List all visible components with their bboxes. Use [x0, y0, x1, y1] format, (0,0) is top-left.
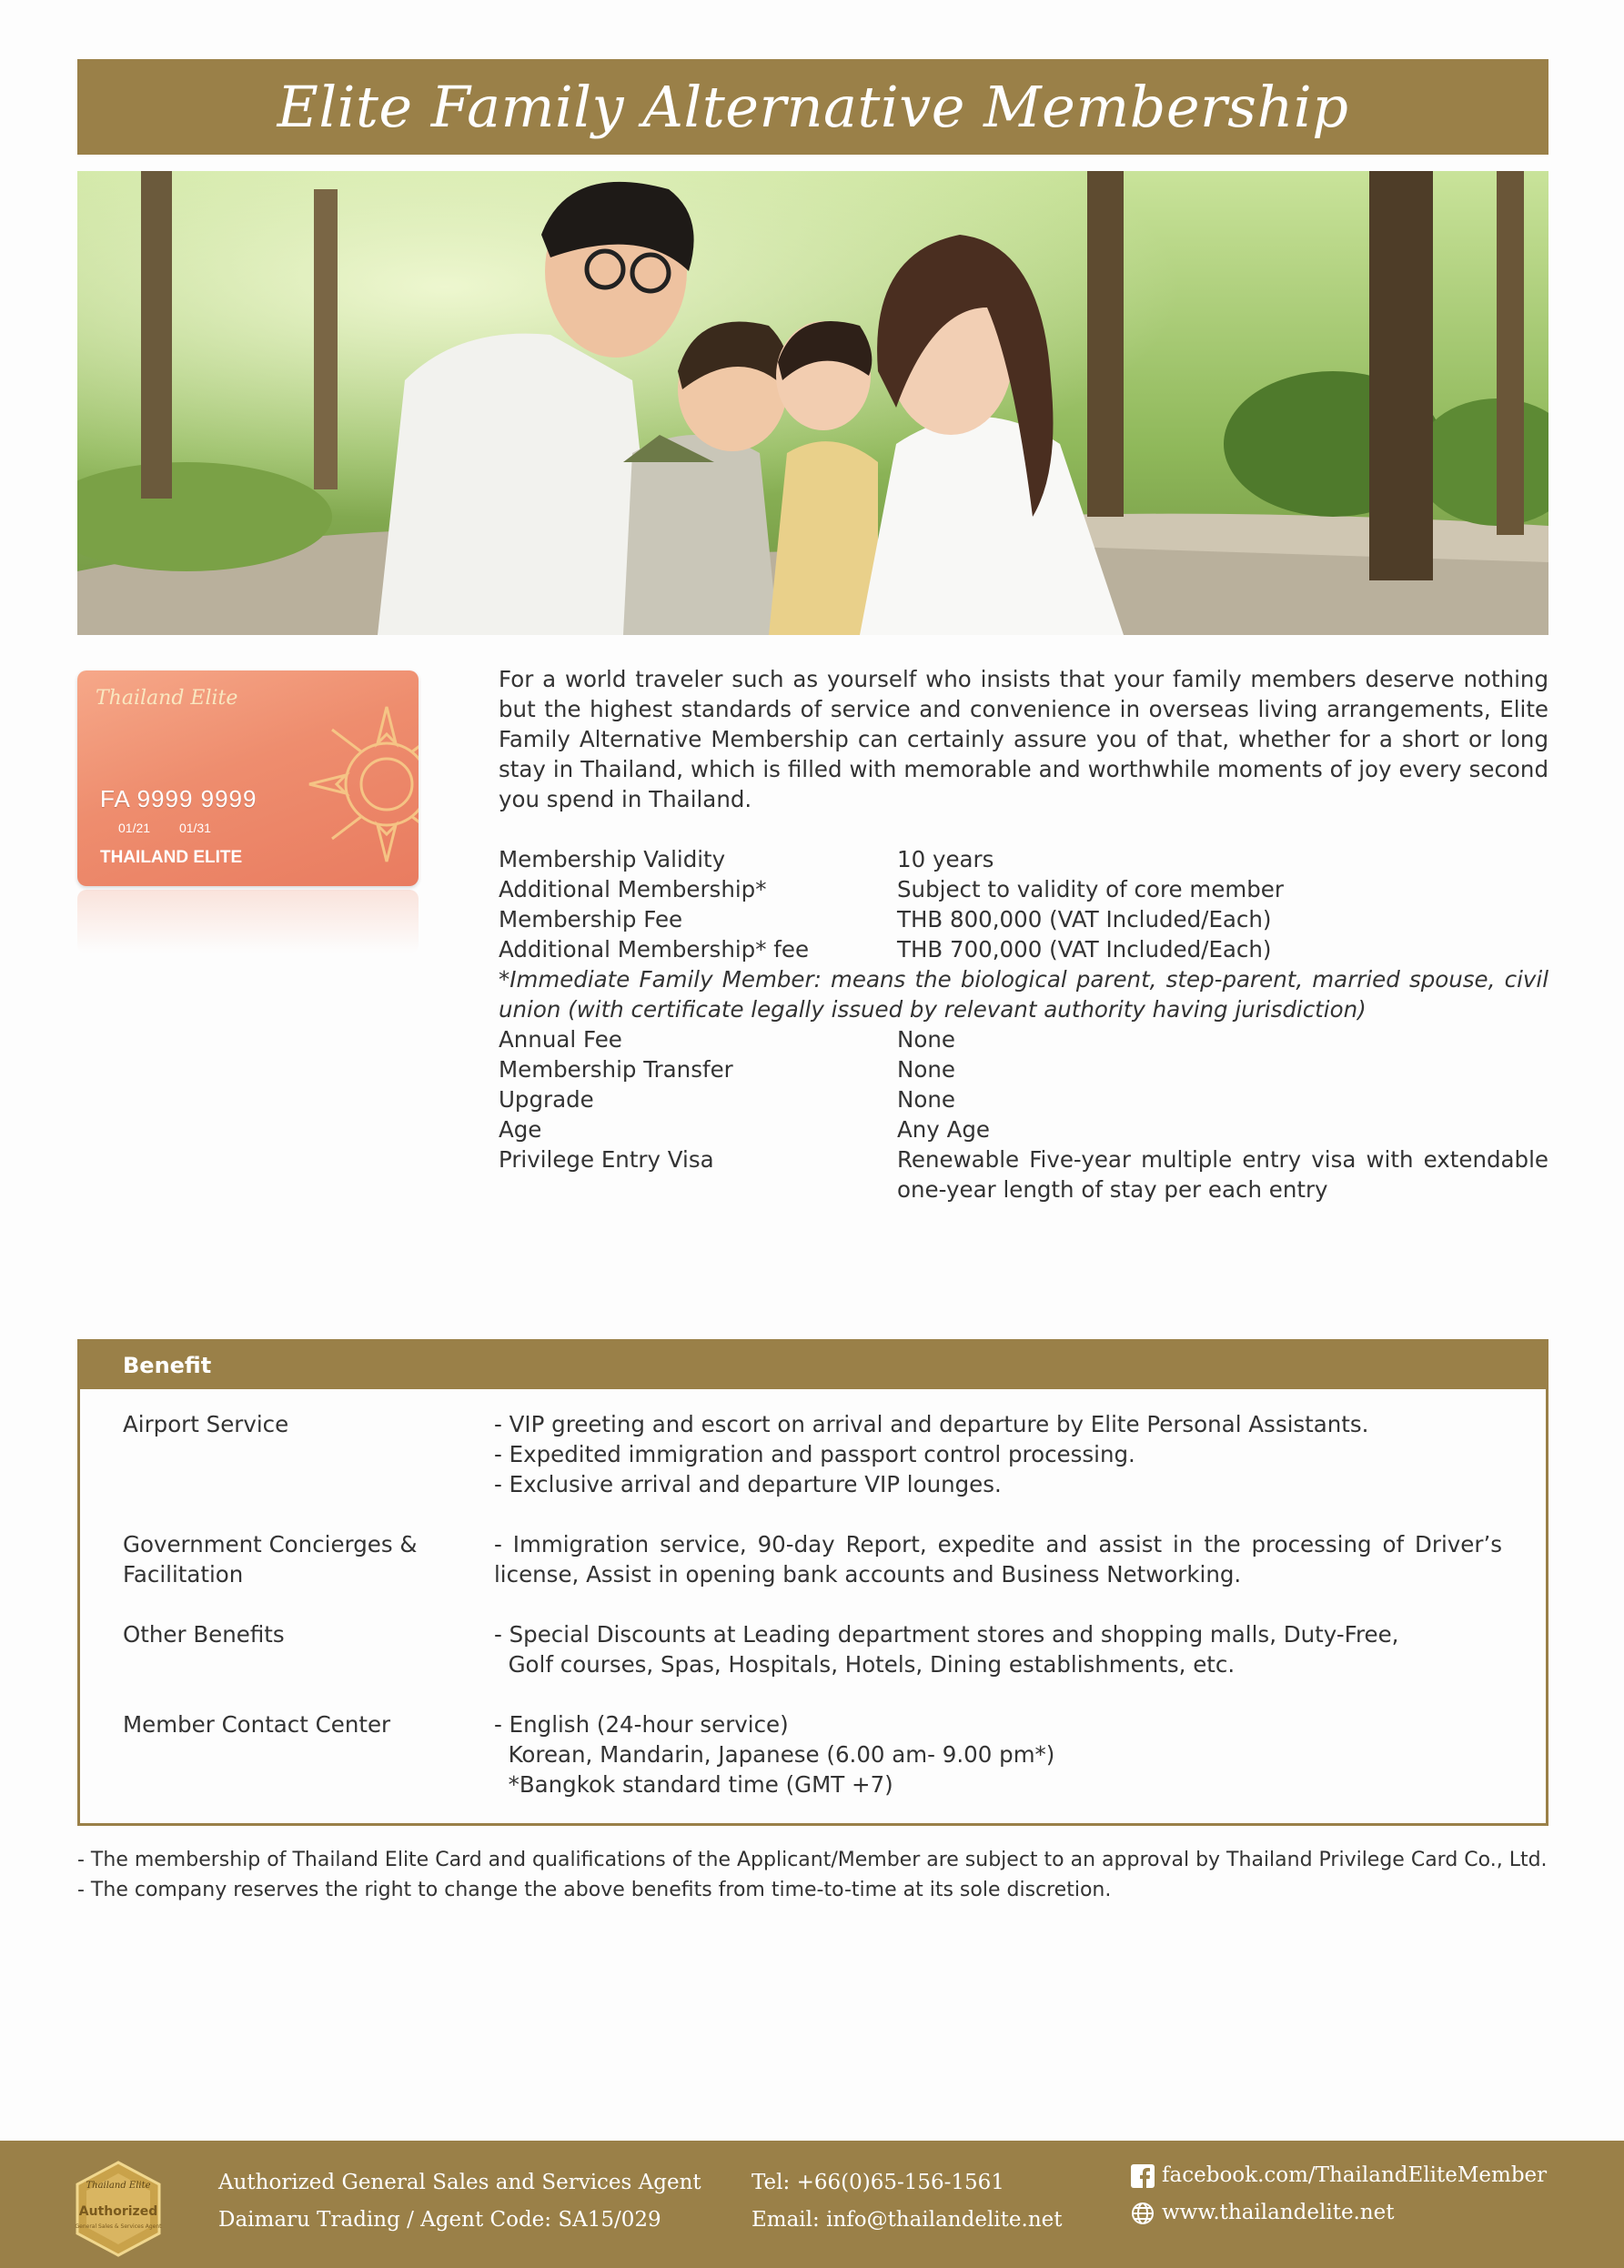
spec-value: Renewable Five-year multiple entry visa with extendable one-year length of stay per each entry	[897, 1146, 1548, 1203]
email-link[interactable]: Email: info@thailandelite.net	[751, 2208, 1063, 2232]
agent-info	[218, 2164, 701, 2239]
page-title: Elite Family Alternative Membership	[277, 74, 1349, 140]
badge-sub-text: General Sales & Services Agent	[75, 2223, 162, 2230]
card-valid-thru: 01/31	[178, 821, 211, 835]
benefit-line: - Special Discounts at Leading department stores and shopping malls, Duty-Free,	[494, 1621, 1399, 1648]
spec-row-fee	[499, 904, 1548, 934]
spec-value: THB 800,000 (VAT Included/Each)	[897, 906, 1272, 932]
spec-label: Privilege Entry Visa	[499, 1146, 714, 1173]
spec-value: 10 years	[897, 846, 994, 872]
family-photo-illustration	[77, 171, 1548, 635]
card-holder-name: THAILAND ELITE	[100, 848, 243, 867]
website-url: www.thailandelite.net	[1162, 2201, 1395, 2224]
phone-text[interactable]: Tel: +66(0)65-156-1561	[751, 2171, 1004, 2194]
spec-row-transfer	[499, 1054, 1548, 1084]
facebook-link[interactable]	[1131, 2157, 1547, 2194]
benefit-line: - Immigration service, 90-day Report, expedite and assist in the processing of Driver’s license, Assist in opening bank accounts and Business Networking.	[494, 1531, 1502, 1588]
spec-row-additional-fee	[499, 934, 1548, 964]
card-dates	[118, 821, 237, 835]
benefit-line: - VIP greeting and escort on arrival and departure by Elite Personal Assistants.	[494, 1411, 1369, 1437]
membership-card-image	[77, 670, 419, 886]
website-link[interactable]	[1131, 2194, 1547, 2232]
benefit-line: - Expedited immigration and passport control processing.	[494, 1441, 1135, 1467]
spec-label: Membership Validity	[499, 846, 726, 872]
spec-row-upgrade	[499, 1084, 1548, 1114]
benefit-line: - Exclusive arrival and departure VIP lounges.	[494, 1471, 1002, 1497]
benefit-lines	[494, 1409, 1502, 1499]
spec-label: Membership Transfer	[499, 1056, 733, 1083]
spec-value: Any Age	[897, 1116, 990, 1143]
spec-row-additional	[499, 874, 1548, 904]
intro-paragraph: For a world traveler such as yourself who insists that your family members deserve nothing but the highest standards of service and convenience in overseas living arrangements, Elite Family Alternative Membership can certainly assure you of that, whether for a short or long stay in Thailand, which is filled with memorable and worthwhile moments of joy every second you spend in Thailand.	[499, 666, 1548, 812]
benefit-row-contact	[123, 1709, 1502, 1799]
spec-label: Upgrade	[499, 1086, 594, 1113]
badge-top-text: Thailand Elite	[86, 2181, 151, 2191]
benefit-lines	[494, 1529, 1502, 1589]
globe-icon	[1131, 2202, 1155, 2225]
family-member-note: *Immediate Family Member: means the biological parent, step-parent, married spouse, civil union (with certificate legally issued by relevant authority having jurisdiction)	[499, 966, 1548, 1023]
footnote: - The membership of Thailand Elite Card and qualifications of the Applicant/Member are subject to an approval by Thailand Privilege Card Co., Ltd.	[77, 1849, 1548, 1871]
spec-label: Annual Fee	[499, 1026, 622, 1053]
benefit-lines	[494, 1709, 1502, 1799]
footnotes	[77, 1845, 1548, 1905]
benefit-line: *Bangkok standard time (GMT +7)	[494, 1771, 893, 1798]
card-number: FA 9999 9999	[100, 785, 257, 812]
benefit-label: Government Concierges & Facilitation	[123, 1531, 418, 1588]
benefit-line: Golf courses, Spas, Hospitals, Hotels, Dining establishments, etc.	[494, 1651, 1236, 1678]
benefit-line: Korean, Mandarin, Japanese (6.00 am- 9.00 pm*)	[494, 1741, 1055, 1768]
hero-photo	[77, 171, 1548, 635]
benefit-line: - English (24-hour service)	[494, 1711, 789, 1738]
agent-line-1: Authorized General Sales and Services Agent	[218, 2171, 701, 2194]
benefit-table	[77, 1339, 1548, 1826]
card-logo: Thailand Elite	[96, 687, 238, 710]
spec-row-age	[499, 1114, 1548, 1144]
spec-row-visa	[499, 1144, 1548, 1205]
spec-value: Subject to validity of core member	[897, 876, 1284, 902]
spec-value: THB 700,000 (VAT Included/Each)	[897, 936, 1272, 963]
spec-row-validity	[499, 844, 1548, 874]
benefit-row-airport	[123, 1409, 1502, 1499]
badge-main-text: Authorized	[78, 2204, 158, 2219]
spec-value: None	[897, 1086, 955, 1113]
membership-specs	[499, 844, 1548, 1205]
facebook-url: facebook.com/ThailandEliteMember	[1162, 2163, 1548, 2187]
spec-value: None	[897, 1026, 955, 1053]
spec-value: None	[897, 1056, 955, 1083]
spec-label: Age	[499, 1116, 542, 1143]
contact-info	[751, 2164, 1063, 2239]
spec-label: Additional Membership*	[499, 876, 767, 902]
sun-emblem-icon	[291, 689, 419, 880]
title-bar	[77, 59, 1548, 155]
benefit-heading: Benefit	[80, 1342, 1546, 1389]
footnote: - The company reserves the right to change the above benefits from time-to-time at its sole discretion.	[77, 1879, 1112, 1901]
facebook-icon	[1131, 2164, 1155, 2188]
authorized-agent-badge-icon	[68, 2159, 168, 2259]
agent-line-2: Daimaru Trading / Agent Code: SA15/029	[218, 2208, 661, 2232]
card-valid-from: 01/21	[118, 821, 151, 835]
benefit-label: Airport Service	[123, 1411, 289, 1437]
benefit-label: Member Contact Center	[123, 1711, 391, 1738]
benefit-row-other	[123, 1619, 1502, 1679]
footer	[0, 2141, 1624, 2268]
spec-label: Additional Membership* fee	[499, 936, 810, 963]
card-reflection	[77, 890, 419, 953]
spec-label: Membership Fee	[499, 906, 683, 932]
benefit-row-government	[123, 1529, 1502, 1589]
spec-row-annual-fee	[499, 1024, 1548, 1054]
benefit-lines	[494, 1619, 1502, 1679]
benefit-label: Other Benefits	[123, 1621, 285, 1648]
social-links	[1131, 2157, 1547, 2232]
